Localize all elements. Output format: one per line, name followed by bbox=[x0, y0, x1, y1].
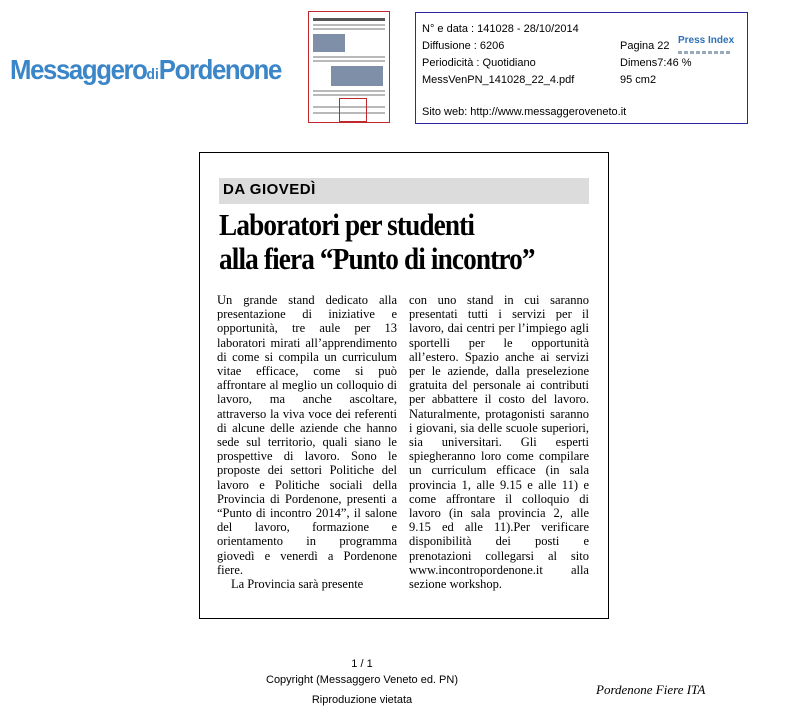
article-clipping bbox=[199, 152, 609, 619]
article-highlight bbox=[339, 98, 367, 122]
newspaper-logo: MessaggerodiPordenone bbox=[10, 54, 281, 85]
article-column-2: con uno stand in cui saranno presentati tutti i servizi per il lavoro, dai centri per l’impiego agli sportelli per le opportunità all’estero. Spazio anche ai servizi per le aziende, dalla preselezione gratuita del personale ai contributi per abbattere il costo del lavoro. Naturalmente, protagonisti saranno i giovani, sia delle scuole superiori, sia universitari. Gli esperti spiegheranno loro come compilare un curriculum efficace (in sala provincia 1, alle 9.15 e alle 11) e come affrontare il colloquio di lavoro (in sala provincia 2, alle 9.15 ed alle 11).Per verificare disponibilità dei posti e prenotazioni collegarsi al sito www.incontropordenone.it alla sezione workshop. bbox=[409, 293, 589, 592]
page-thumbnail bbox=[308, 11, 390, 123]
press-index-logo: Press Index bbox=[678, 33, 734, 54]
headline: Laboratori per studenti alla fiera “Punto di incontro” bbox=[219, 207, 535, 276]
kicker-bar: DA GIOVEDÌ bbox=[219, 178, 589, 204]
page-number: 1 / 1 bbox=[351, 658, 373, 670]
press-info-box: N° e data : 141028 - 28/10/2014 Diffusione : 6206 Periodicità : Quotidiano MessVenPN_141028_22_4.pdf Pagina 22 Dimens7:46 % 95 cm2 Sito web: http://www.messaggeroveneto.it Press Index bbox=[415, 12, 748, 124]
copyright: Copyright (Messaggero Veneto ed. PN) bbox=[266, 674, 458, 686]
reproduction-notice: Riproduzione vietata bbox=[311, 694, 413, 706]
article-column-1: Un grande stand dedicato alla presentazione di iniziative e opportunità, tre aule per 13 laboratori mirati all’apprendimento di come si compila un curriculum vitae efficace, come si può affrontare al meglio un colloquio di lavoro, ma anche ascoltare, attraverso la viva voce dei referenti di alcune delle aziende che hanno sede sul territorio, quali siano le prospettive di lavoro. Sono le proposte dei settori Politiche del lavoro e Politiche sociali della Provincia di Pordenone, presenti a “Punto di incontro 2014”, il salone del lavoro, formazione e orientamento in programma giovedì e venerdì a Pordenone fiere. La Provincia sarà presente bbox=[217, 293, 397, 592]
client-name: Pordenone Fiere ITA bbox=[596, 682, 706, 697]
